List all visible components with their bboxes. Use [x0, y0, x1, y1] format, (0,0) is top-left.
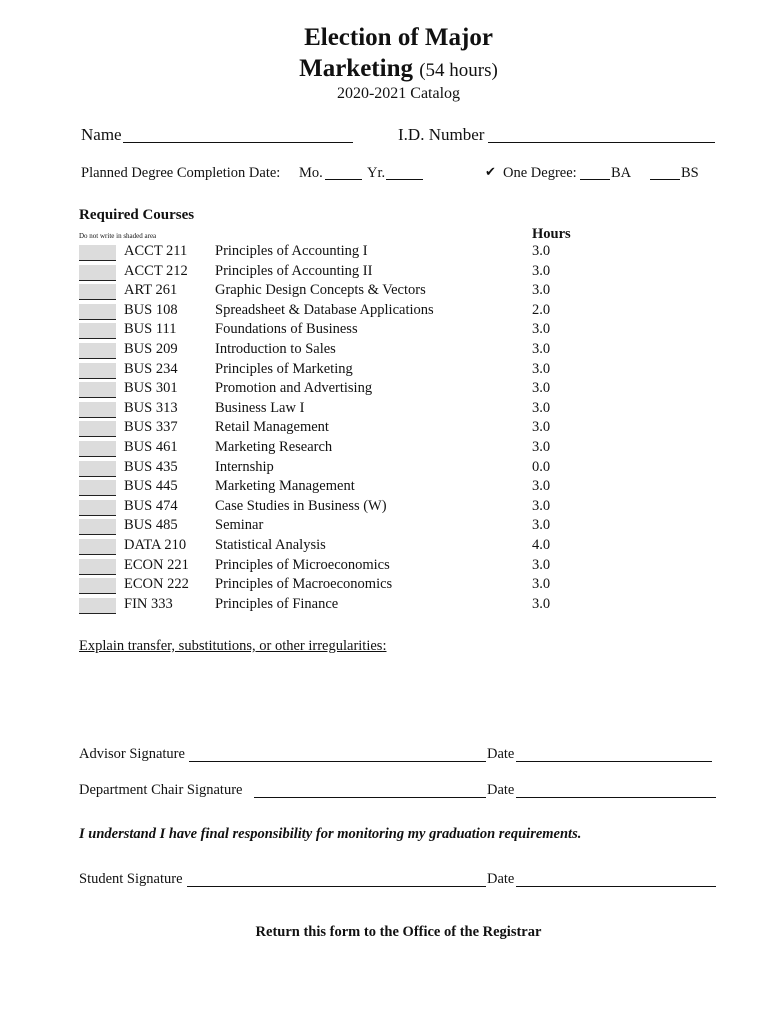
advisor-date-label: Date: [487, 746, 515, 762]
course-code: ECON 222: [124, 576, 189, 593]
completion-date-label: Planned Degree Completion Date:: [81, 165, 281, 181]
course-title: Principles of Accounting I: [215, 243, 368, 259]
id-number-field[interactable]: [488, 142, 715, 143]
student-date-field[interactable]: [516, 886, 716, 887]
course-hours: 3.0: [532, 399, 551, 416]
course-row: [79, 517, 679, 536]
course-code: ECON 221: [124, 556, 189, 573]
shaded-box: [79, 461, 116, 477]
course-row: [79, 557, 679, 576]
shaded-box: [79, 363, 116, 379]
course-row: [79, 243, 679, 262]
course-code: ACCT 211: [124, 243, 188, 259]
course-hours: 3.0: [532, 478, 551, 495]
course-hours: 3.0: [532, 419, 551, 436]
course-title: Retail Management: [215, 419, 329, 436]
course-hours: 3.0: [532, 576, 551, 593]
course-title: Business Law I: [215, 399, 305, 416]
catalog-year: 2020-2021 Catalog: [336, 85, 461, 102]
hours-heading: Hours: [532, 226, 571, 242]
course-row: [79, 596, 679, 615]
course-row: [79, 419, 679, 438]
chair-date-label: Date: [487, 782, 515, 798]
student-date-label: Date: [487, 871, 515, 887]
year-field[interactable]: [386, 179, 423, 180]
course-title: Internship: [215, 458, 274, 475]
course-row: [79, 478, 679, 497]
major-hours: (54 hours): [419, 60, 498, 81]
advisor-signature-field[interactable]: [189, 761, 486, 762]
advisor-date-field[interactable]: [516, 761, 712, 762]
student-signature-label: Student Signature: [79, 871, 183, 887]
course-title: Principles of Finance: [215, 595, 339, 612]
shaded-box: [79, 421, 116, 437]
course-title: Principles of Accounting II: [215, 262, 373, 279]
course-row: [79, 537, 679, 556]
course-hours: 0.0: [532, 458, 551, 475]
course-hours: 3.0: [532, 439, 551, 455]
course-hours: 2.0: [532, 301, 551, 318]
course-row: [79, 576, 679, 595]
shaded-box: [79, 539, 116, 555]
course-code: BUS 445: [124, 478, 178, 495]
major-name: Marketing: [299, 55, 413, 82]
course-code: BUS 108: [124, 301, 178, 318]
course-row: [79, 263, 679, 282]
shaded-box: [79, 500, 116, 516]
name-label: Name: [81, 125, 122, 144]
chair-date-field[interactable]: [516, 797, 716, 798]
course-row: [79, 439, 679, 458]
course-title: Principles of Microeconomics: [215, 556, 390, 573]
course-row: [79, 380, 679, 399]
shaded-box: [79, 559, 116, 575]
course-title: Introduction to Sales: [215, 341, 336, 357]
checkmark-icon: ✔: [485, 165, 496, 180]
shaded-box: [79, 265, 116, 281]
course-code: ART 261: [124, 282, 178, 299]
shaded-area-note: Do not write in shaded area: [79, 232, 157, 240]
course-hours: 3.0: [532, 282, 551, 299]
course-code: ACCT 212: [124, 262, 188, 279]
course-code: BUS 337: [124, 419, 178, 436]
shaded-box: [79, 382, 116, 398]
course-row: [79, 282, 679, 301]
ba-label: BA: [611, 165, 632, 181]
return-instruction: Return this form to the Office of the Registrar: [255, 924, 542, 940]
course-hours: 3.0: [532, 595, 551, 612]
course-title: Marketing Research: [215, 439, 333, 455]
required-courses-heading: Required Courses: [79, 207, 195, 223]
course-code: BUS 435: [124, 458, 178, 475]
course-hours: 3.0: [532, 517, 551, 534]
shaded-box: [79, 284, 116, 300]
course-title: Principles of Macroeconomics: [215, 576, 393, 593]
id-number-label: I.D. Number: [398, 125, 485, 144]
course-title: Promotion and Advertising: [215, 380, 373, 397]
acknowledgement-statement: I understand I have final responsibility for monitoring my graduation requirements.: [79, 826, 582, 842]
course-hours: 4.0: [532, 537, 551, 553]
month-field[interactable]: [325, 179, 362, 180]
course-code: BUS 209: [124, 341, 178, 357]
shaded-box: [79, 323, 116, 339]
major-title: [0, 55, 770, 83]
course-title: Marketing Management: [215, 478, 355, 495]
course-title: Case Studies in Business (W): [215, 497, 387, 514]
course-title: Spreadsheet & Database Applications: [215, 301, 434, 318]
shaded-box: [79, 304, 116, 320]
shaded-box: [79, 441, 116, 457]
bs-label: BS: [681, 165, 699, 181]
course-title: Foundations of Business: [215, 321, 358, 338]
shaded-box: [79, 402, 116, 418]
course-row: [79, 302, 679, 321]
one-degree-label: One Degree:: [503, 165, 577, 181]
chair-signature-field[interactable]: [254, 797, 486, 798]
course-title: Graphic Design Concepts & Vectors: [215, 282, 426, 299]
form-title: Election of Major: [304, 24, 493, 51]
course-code: BUS 301: [124, 380, 178, 397]
course-row: [79, 361, 679, 380]
course-title: Statistical Analysis: [215, 537, 326, 553]
course-row: [79, 321, 679, 340]
course-code: BUS 474: [124, 497, 178, 514]
explain-irregularities-label: Explain transfer, substitutions, or other irregularities:: [79, 638, 387, 654]
course-code: BUS 313: [124, 399, 178, 416]
course-title: Principles of Marketing: [215, 360, 353, 377]
shaded-box: [79, 519, 116, 535]
course-hours: 3.0: [532, 321, 551, 338]
course-row: [79, 400, 679, 419]
course-hours: 3.0: [532, 262, 551, 279]
course-row: [79, 341, 679, 360]
shaded-box: [79, 578, 116, 594]
course-row: [79, 498, 679, 517]
chair-signature-label: Department Chair Signature: [79, 782, 243, 798]
course-code: FIN 333: [124, 595, 173, 612]
year-label: Yr.: [367, 165, 386, 181]
advisor-signature-label: Advisor Signature: [79, 746, 185, 762]
course-code: BUS 485: [124, 517, 178, 534]
course-hours: 3.0: [532, 380, 551, 397]
shaded-box: [79, 245, 116, 261]
course-code: DATA 210: [124, 537, 187, 553]
ba-field[interactable]: [580, 179, 610, 180]
course-hours: 3.0: [532, 243, 551, 259]
course-title: Seminar: [215, 517, 264, 534]
course-row: [79, 459, 679, 478]
shaded-box: [79, 598, 116, 614]
course-hours: 3.0: [532, 360, 551, 377]
course-code: BUS 111: [124, 321, 177, 338]
shaded-box: [79, 480, 116, 496]
course-hours: 3.0: [532, 497, 551, 514]
name-field[interactable]: [123, 142, 353, 143]
student-signature-field[interactable]: [187, 886, 486, 887]
month-label: Mo.: [299, 165, 323, 181]
shaded-box: [79, 343, 116, 359]
course-code: BUS 234: [124, 360, 178, 377]
course-hours: 3.0: [532, 341, 551, 357]
bs-field[interactable]: [650, 179, 680, 180]
course-code: BUS 461: [124, 439, 178, 455]
course-hours: 3.0: [532, 556, 551, 573]
